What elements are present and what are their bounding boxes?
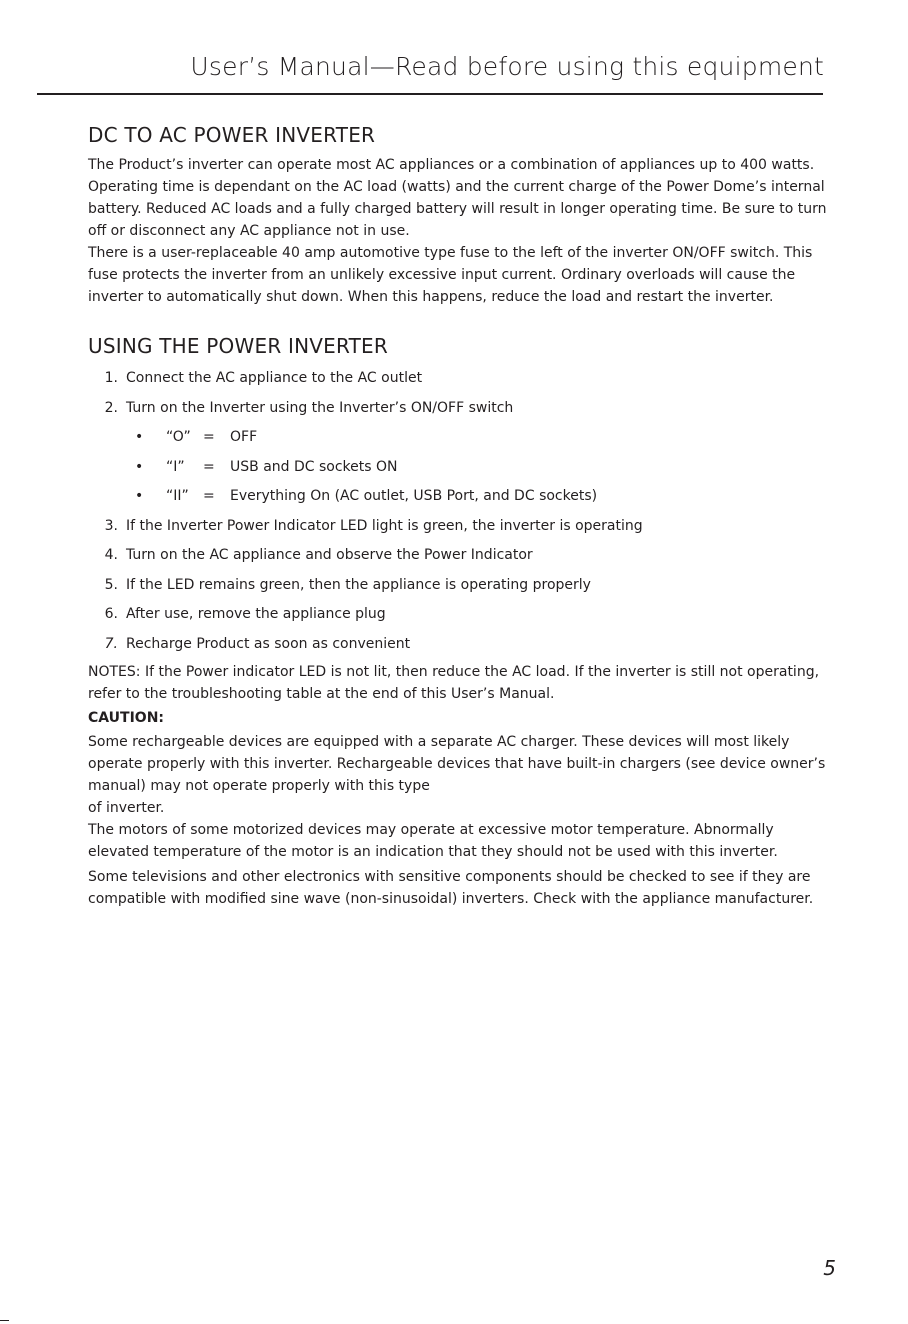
step-text: Recharge Product as soon as convenient: [126, 635, 411, 652]
list-item: [88, 512, 828, 542]
intro-paragraph: The Product’s inverter can operate most AC appliances or a combination of appliances up to 400 watts. Operating time is dependant on the AC load (watts) and the current charge of the Power Dome’s internal battery. Reduced AC loads and a fully charged battery will result in longer operating time. Be sure to turn off or disconnect any AC appliance not in use.: [88, 157, 827, 239]
list-item: [88, 394, 828, 424]
switch-position-code: “II”: [166, 488, 189, 504]
list-item: [88, 571, 828, 601]
caution-heading: CAUTION:: [88, 710, 165, 726]
bullet-icon: •: [135, 488, 144, 504]
list-item: [88, 482, 828, 512]
switch-position-text: USB and DC sockets ON: [230, 458, 398, 475]
bullet-icon: •: [135, 458, 144, 475]
step-number: 4.: [104, 547, 118, 563]
caution-paragraph: Some rechargeable devices are equipped with a separate AC charger. These devices will most likely operate properly with this inverter. Rechargeable devices that have built-in chargers (see device owner’s manual) may not operate properly with this type: [88, 734, 826, 794]
step-text: After use, remove the appliance plug: [126, 606, 386, 622]
step-text: If the Inverter Power Indicator LED light is green, the inverter is operating: [126, 517, 643, 534]
crop-mark: [0, 1320, 9, 1321]
caution-paragraph: Some televisions and other electronics with sensitive components should be checked to see if they are compatible with modified sine wave (non-sinusoidal) inverters. Check with the appliance manufacturer.: [88, 869, 814, 907]
switch-position-text: Everything On (AC outlet, USB Port, and DC sockets): [230, 488, 598, 504]
step-number: 2.: [104, 399, 118, 416]
switch-position-text: OFF: [230, 429, 258, 445]
section-title-using-inverter: USING THE POWER INVERTER: [88, 334, 388, 358]
equals-sign: =: [203, 429, 215, 445]
header-divider: [37, 93, 823, 95]
list-item: [88, 423, 828, 453]
list-item: [88, 364, 828, 394]
step-text: Connect the AC appliance to the AC outlet: [126, 370, 423, 386]
steps-list: [88, 364, 828, 423]
list-item: [88, 541, 828, 571]
step-number: 6.: [104, 606, 118, 622]
switch-position-code: “O”: [166, 429, 191, 445]
page-content: [88, 122, 828, 910]
step-number: 7.: [104, 635, 118, 652]
bullet-icon: •: [135, 429, 144, 445]
switch-position-code: “I”: [166, 458, 185, 475]
list-item: [88, 630, 828, 660]
list-item: [88, 600, 828, 630]
equals-sign: =: [203, 488, 215, 504]
step-number: 3.: [104, 517, 118, 534]
step-text: If the LED remains green, then the appliance is operating properly: [126, 576, 591, 593]
equals-sign: =: [203, 458, 215, 475]
caution-paragraph: The motors of some motorized devices may operate at excessive motor temperature. Abnormally elevated temperature of the motor is an indication that they should not be used with this inverter.: [88, 822, 778, 860]
switch-options-list: [88, 423, 828, 512]
step-number: 1.: [104, 370, 118, 386]
fuse-paragraph: There is a user-replaceable 40 amp automotive type fuse to the left of the inverter ON/OFF switch. This fuse protects the inverter from an unlikely excessive input current. Ordinary overloads will cause the inverter to automatically shut down. When this happens, reduce the load and restart the inverter.: [88, 245, 813, 305]
page-number: 5: [823, 1256, 836, 1280]
page-header-title: User’s Manual—Read before using this equipment: [190, 52, 824, 81]
notes-paragraph: NOTES: If the Power indicator LED is not lit, then reduce the AC load. If the inverter is still not operating, refer to the troubleshooting table at the end of this User’s Manual.: [88, 664, 820, 702]
steps-list-continued: [88, 512, 828, 660]
step-number: 5.: [104, 576, 118, 593]
step-text: Turn on the Inverter using the Inverter’s ON/OFF switch: [126, 399, 514, 416]
caution-paragraph-continued: of inverter.: [88, 800, 165, 816]
list-item: [88, 453, 828, 483]
section-title-inverter: DC TO AC POWER INVERTER: [88, 123, 376, 147]
step-text: Turn on the AC appliance and observe the Power Indicator: [126, 547, 533, 563]
